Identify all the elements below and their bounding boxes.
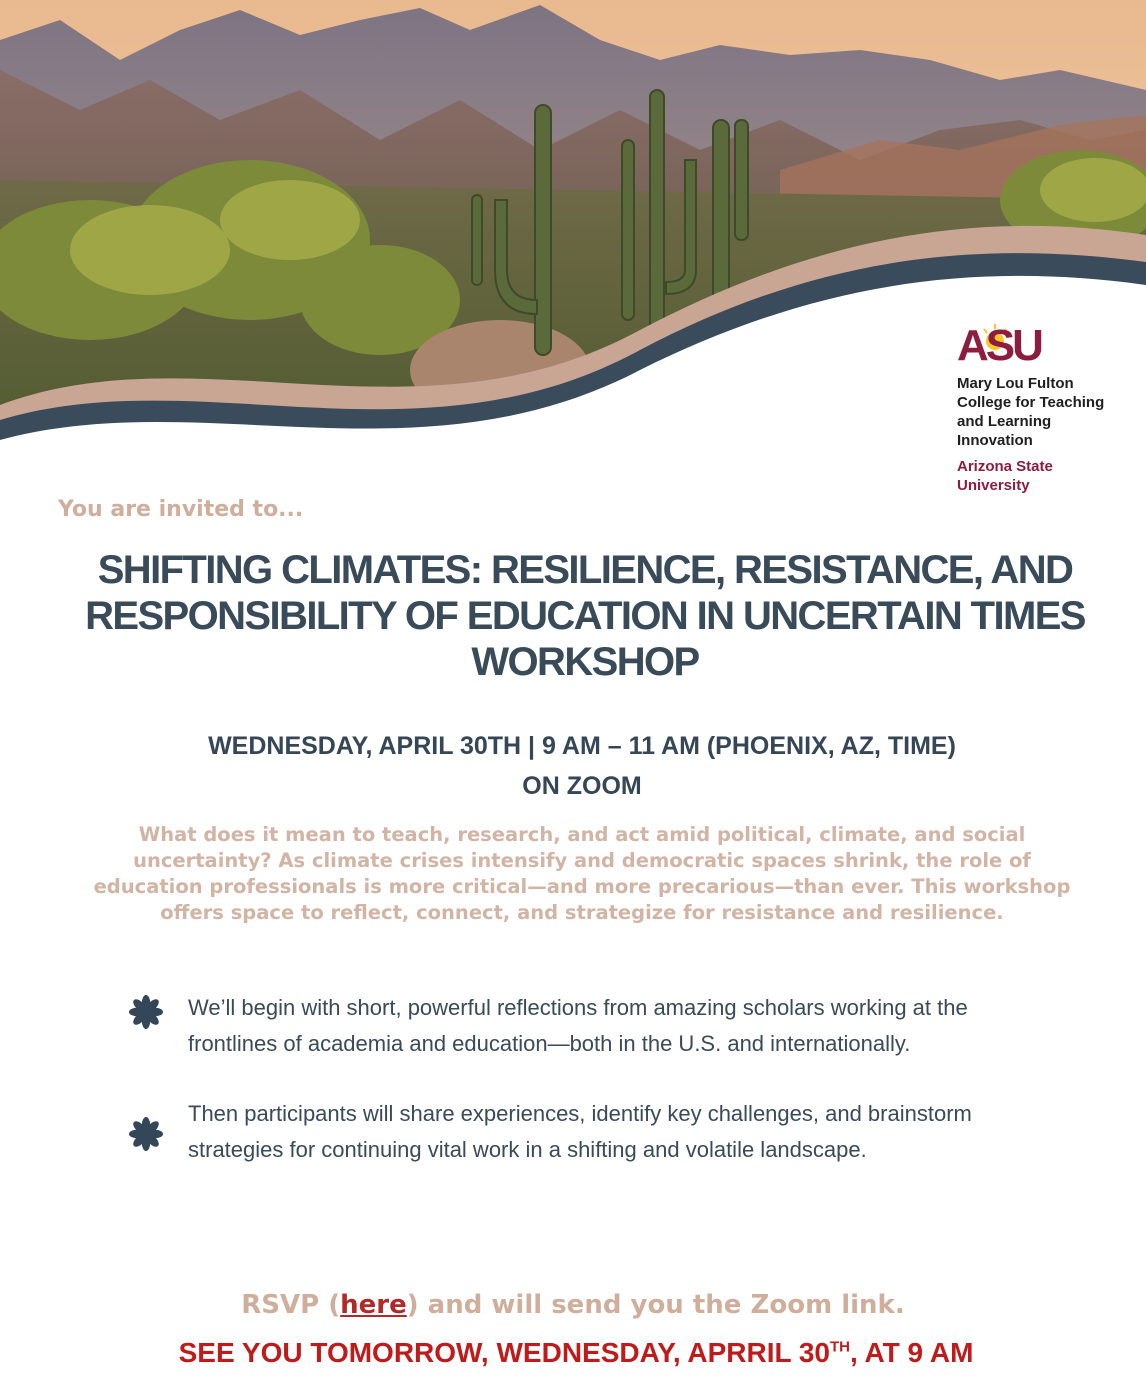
college-line: College for Teaching bbox=[957, 394, 1105, 411]
rsvp-line bbox=[0, 1290, 1146, 1320]
closing-reminder bbox=[0, 1337, 1146, 1369]
asu-logo bbox=[957, 320, 1137, 495]
asterisk-flower-icon bbox=[128, 1116, 164, 1152]
rsvp-link[interactable]: here bbox=[340, 1290, 407, 1320]
title-line: RESPONSIBILITY OF EDUCATION IN UNCERTAIN TIMES bbox=[85, 594, 1085, 638]
asterisk-flower-icon bbox=[128, 994, 164, 1030]
bullet-text bbox=[188, 1096, 1088, 1168]
college-line: Innovation bbox=[957, 432, 1033, 449]
event-location: ON ZOOM bbox=[522, 772, 642, 800]
college-line: Mary Lou Fulton bbox=[957, 375, 1074, 392]
invitation-intro: You are invited to... bbox=[58, 497, 304, 522]
closing-text-end: , AT 9 AM bbox=[850, 1337, 974, 1368]
bullet-line: Then participants will share experiences, identify key challenges, and brainstorm bbox=[188, 1101, 972, 1126]
rsvp-suffix: ) and will send you the Zoom link. bbox=[406, 1290, 905, 1320]
description-line: What does it mean to teach, research, and act amid political, climate, and social bbox=[138, 823, 1026, 846]
workshop-title bbox=[40, 547, 1130, 685]
asu-wordmark-icon bbox=[957, 320, 1049, 364]
bullet-line: frontlines of academia and education—both in the U.S. and internationally. bbox=[188, 1031, 911, 1056]
university-name bbox=[957, 457, 1137, 495]
bullet-line: We’ll begin with short, powerful reflections from amazing scholars working at the bbox=[188, 995, 968, 1020]
asu-mark-text: ASU bbox=[957, 321, 1041, 364]
event-datetime: WEDNESDAY, APRIL 30TH | 9 AM – 11 AM (PHOENIX, AZ, TIME) bbox=[208, 732, 956, 760]
description-line: uncertainty? As climate crises intensify and democratic spaces shrink, the role of bbox=[133, 849, 1031, 872]
description-line: education professionals is more critical—and more precarious—than ever. This workshop bbox=[93, 875, 1071, 898]
closing-superscript: TH bbox=[830, 1338, 850, 1356]
rsvp-prefix: RSVP ( bbox=[241, 1290, 341, 1320]
university-line: University bbox=[957, 477, 1030, 494]
university-line: Arizona State bbox=[957, 458, 1053, 475]
college-name bbox=[957, 374, 1137, 450]
title-line: WORKSHOP bbox=[471, 640, 699, 684]
workshop-description bbox=[30, 822, 1134, 926]
closing-text: SEE YOU TOMORROW, WEDNESDAY, APRRIL 30 bbox=[178, 1337, 830, 1368]
description-line: offers space to reflect, connect, and strategize for resistance and resilience. bbox=[160, 901, 1004, 924]
event-schedule bbox=[0, 726, 1146, 806]
bullet-line: strategies for continuing vital work in a shifting and volatile landscape. bbox=[188, 1137, 867, 1162]
bullet-text bbox=[188, 990, 1088, 1062]
title-line: SHIFTING CLIMATES: RESILIENCE, RESISTANCE, AND bbox=[97, 548, 1073, 592]
college-line: and Learning bbox=[957, 413, 1052, 430]
